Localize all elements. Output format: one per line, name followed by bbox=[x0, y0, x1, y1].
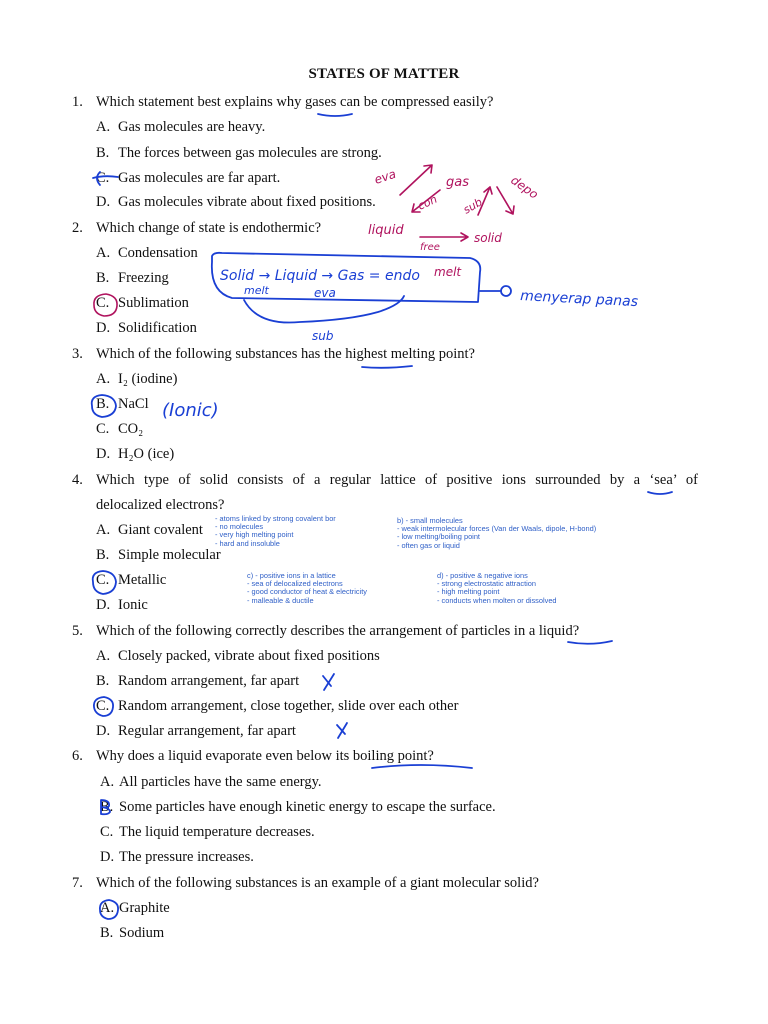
note-metallic bbox=[247, 572, 367, 605]
option-letter: C. bbox=[96, 572, 110, 588]
option-text: Closely packed, vibrate about fixed positions bbox=[118, 648, 380, 664]
option-letter: A. bbox=[96, 522, 111, 538]
option-text: Sodium bbox=[119, 925, 165, 941]
q6-option-b[interactable] bbox=[100, 799, 496, 816]
question-number: 5. bbox=[72, 623, 83, 639]
option-text: CO₂ bbox=[118, 421, 144, 437]
note-line: c) - positive ions in a lattice bbox=[247, 571, 336, 580]
q5-option-b[interactable] bbox=[96, 673, 299, 690]
note-line: - often gas or liquid bbox=[397, 540, 460, 550]
box-endo bbox=[212, 253, 480, 302]
option-text: Random arrangement, close together, slide over each other bbox=[118, 698, 459, 714]
label-con: con bbox=[415, 192, 440, 213]
option-text: Random arrangement, far apart bbox=[118, 673, 300, 689]
note-simple-molecular bbox=[397, 517, 596, 550]
option-letter: B. bbox=[96, 270, 110, 286]
note-line: - hard and insoluble bbox=[215, 538, 280, 548]
note-line: - conducts when molten or dissolved bbox=[437, 595, 557, 605]
q3-option-c[interactable] bbox=[96, 421, 143, 438]
option-letter: D. bbox=[96, 194, 111, 210]
option-text: Gas molecules are far apart. bbox=[118, 170, 281, 186]
option-text: Condensation bbox=[118, 245, 198, 261]
question-number: 3. bbox=[72, 346, 83, 362]
option-text: Gas molecules vibrate about fixed positions. bbox=[118, 194, 376, 210]
question-text: Which type of solid consists of a regular lattice of positive ions surrounded by a ‘sea’ of bbox=[96, 472, 698, 488]
q1-option-d[interactable] bbox=[96, 194, 376, 211]
q4-option-b[interactable] bbox=[96, 547, 221, 564]
question-text: Which change of state is endothermic? bbox=[96, 220, 322, 236]
label-melt: melt bbox=[244, 284, 269, 297]
note-line: - atoms linked by strong covalent bor bbox=[215, 514, 336, 523]
cross-mark-d bbox=[337, 723, 347, 738]
note-line: - no molecules bbox=[215, 522, 264, 532]
option-letter: C. bbox=[96, 295, 110, 311]
underline-boiling-point bbox=[372, 765, 472, 768]
option-text: I₂ (iodine) bbox=[118, 371, 178, 387]
option-letter: C. bbox=[96, 421, 110, 437]
option-letter: A. bbox=[100, 774, 115, 790]
option-letter: C. bbox=[100, 824, 114, 840]
option-letter: C. bbox=[96, 698, 110, 714]
option-text: Simple molecular bbox=[118, 547, 221, 563]
question-text: Which statement best explains why gases can be compressed easily? bbox=[96, 94, 494, 110]
option-text: Regular arrangement, far apart bbox=[118, 723, 296, 739]
option-letter: B. bbox=[100, 799, 114, 815]
label-eva: eva bbox=[372, 166, 398, 187]
q1-option-b[interactable] bbox=[96, 145, 382, 162]
note-ionic bbox=[437, 572, 557, 605]
option-letter: D. bbox=[96, 597, 111, 613]
question-number: 6. bbox=[72, 748, 83, 764]
question-text: Which of the following correctly describes the arrangement of particles in a liquid? bbox=[96, 623, 580, 639]
note-line: - low melting/boiling point bbox=[397, 532, 480, 542]
option-letter: A. bbox=[96, 119, 111, 135]
q4-option-d[interactable] bbox=[96, 597, 148, 614]
option-letter: C. bbox=[96, 170, 110, 186]
q6-option-c[interactable] bbox=[100, 824, 315, 841]
option-text: Some particles have enough kinetic energy to escape the surface. bbox=[119, 799, 496, 815]
handwritten-menyerap: menyerap panas bbox=[519, 288, 639, 311]
note-line: - high melting point bbox=[437, 587, 500, 597]
option-letter: D. bbox=[96, 446, 111, 462]
q7-option-a[interactable] bbox=[100, 900, 170, 917]
note-line: b) - small molecules bbox=[397, 516, 463, 525]
option-letter: D. bbox=[96, 320, 111, 336]
option-letter: D. bbox=[96, 723, 111, 739]
label-solid: solid bbox=[474, 231, 502, 245]
q3-option-d[interactable] bbox=[96, 446, 174, 463]
question-text: Which of the following substances has the highest melting point? bbox=[96, 346, 475, 362]
q3-option-b[interactable] bbox=[96, 396, 149, 413]
option-text: The pressure increases. bbox=[119, 849, 254, 865]
label-eva-box: eva bbox=[314, 286, 336, 300]
underline-sea bbox=[648, 492, 672, 494]
note-line: - sea of delocalized electrons bbox=[247, 579, 343, 589]
label-free: free bbox=[420, 242, 440, 253]
option-letter: B. bbox=[100, 925, 114, 941]
option-text: H₂O (ice) bbox=[118, 446, 175, 462]
option-letter: A. bbox=[100, 900, 115, 916]
q7-option-b[interactable] bbox=[100, 925, 164, 942]
note-line: - strong electrostatic attraction bbox=[437, 579, 536, 589]
option-text: Giant covalent bbox=[118, 522, 203, 538]
q2-option-b[interactable] bbox=[96, 270, 169, 287]
option-text: Graphite bbox=[119, 900, 170, 916]
option-letter: B. bbox=[96, 547, 110, 563]
q2-option-a[interactable] bbox=[96, 245, 198, 262]
handwritten-endo-note: Solid → Liquid → Gas = endo bbox=[220, 268, 420, 284]
underline-liquid bbox=[568, 641, 612, 644]
option-text: The forces between gas molecules are strong. bbox=[118, 145, 382, 161]
option-text: The liquid temperature decreases. bbox=[119, 824, 315, 840]
option-letter: B. bbox=[96, 396, 110, 412]
option-letter: A. bbox=[96, 648, 111, 664]
option-text: Sublimation bbox=[118, 295, 189, 311]
label-liquid: liquid bbox=[368, 223, 404, 238]
note-line: - very high melting point bbox=[215, 530, 294, 540]
label-melt-magenta: melt bbox=[434, 265, 462, 279]
question-text: Which of the following substances is an example of a giant molecular solid? bbox=[96, 875, 539, 891]
q1-option-c[interactable] bbox=[96, 170, 280, 187]
q1-option-a[interactable] bbox=[96, 119, 265, 136]
q6-option-a[interactable] bbox=[100, 774, 322, 791]
label-depo: depo bbox=[508, 172, 541, 202]
page-title: STATES OF MATTER bbox=[308, 66, 460, 82]
question-number: 1. bbox=[72, 94, 83, 110]
option-letter: D. bbox=[100, 849, 115, 865]
question-number: 4. bbox=[72, 472, 83, 488]
option-text: Gas molecules are heavy. bbox=[118, 119, 266, 135]
arrow-depo bbox=[497, 187, 514, 214]
note-line: d) - positive & negative ions bbox=[437, 571, 528, 580]
q5-option-c[interactable] bbox=[96, 698, 458, 715]
option-text: NaCl bbox=[118, 396, 149, 412]
q2-option-d[interactable] bbox=[96, 320, 197, 337]
q4-option-c[interactable] bbox=[96, 572, 166, 589]
option-text: Solidification bbox=[118, 320, 197, 336]
handwritten-ionic: (Ionic) bbox=[162, 400, 219, 421]
arrow-head-circle bbox=[501, 286, 511, 296]
option-letter: A. bbox=[96, 371, 111, 387]
option-text: Metallic bbox=[118, 572, 167, 588]
note-line: - weak intermolecular forces (Van der Waals, dipole, H-bond) bbox=[397, 524, 597, 534]
arrow-con bbox=[412, 190, 440, 212]
label-gas: gas bbox=[446, 175, 469, 190]
note-line: - good conductor of heat & electricity bbox=[247, 587, 367, 597]
q5-option-d[interactable] bbox=[96, 723, 296, 740]
bracket-sub bbox=[244, 296, 404, 323]
arrow-liquid-solid bbox=[420, 233, 468, 241]
option-text: Ionic bbox=[118, 597, 148, 613]
option-text: Freezing bbox=[118, 270, 169, 286]
option-letter: A. bbox=[96, 245, 111, 261]
arrow-eva bbox=[400, 165, 432, 195]
q2-option-c[interactable] bbox=[96, 295, 189, 312]
question-number: 7. bbox=[72, 875, 83, 891]
arrow-sub bbox=[478, 187, 492, 215]
underline-gases bbox=[318, 114, 352, 116]
q6-option-d[interactable] bbox=[100, 849, 254, 866]
note-giant-covalent bbox=[215, 515, 336, 548]
cross-mark-b bbox=[323, 674, 334, 690]
option-text: All particles have the same energy. bbox=[119, 774, 322, 790]
label-sub-box: sub bbox=[312, 329, 334, 343]
q4-option-a[interactable] bbox=[96, 522, 203, 539]
option-letter: B. bbox=[96, 673, 110, 689]
note-line: - malleable & ductile bbox=[247, 595, 314, 605]
option-letter: B. bbox=[96, 145, 110, 161]
question-text: Why does a liquid evaporate even below its boiling point? bbox=[96, 748, 434, 764]
label-sub: sub bbox=[461, 195, 485, 217]
question-text-continued: delocalized electrons? bbox=[96, 497, 225, 513]
q3-option-a[interactable] bbox=[96, 371, 177, 388]
q5-option-a[interactable] bbox=[96, 648, 380, 665]
underline-highest bbox=[362, 366, 412, 368]
question-number: 2. bbox=[72, 220, 83, 236]
